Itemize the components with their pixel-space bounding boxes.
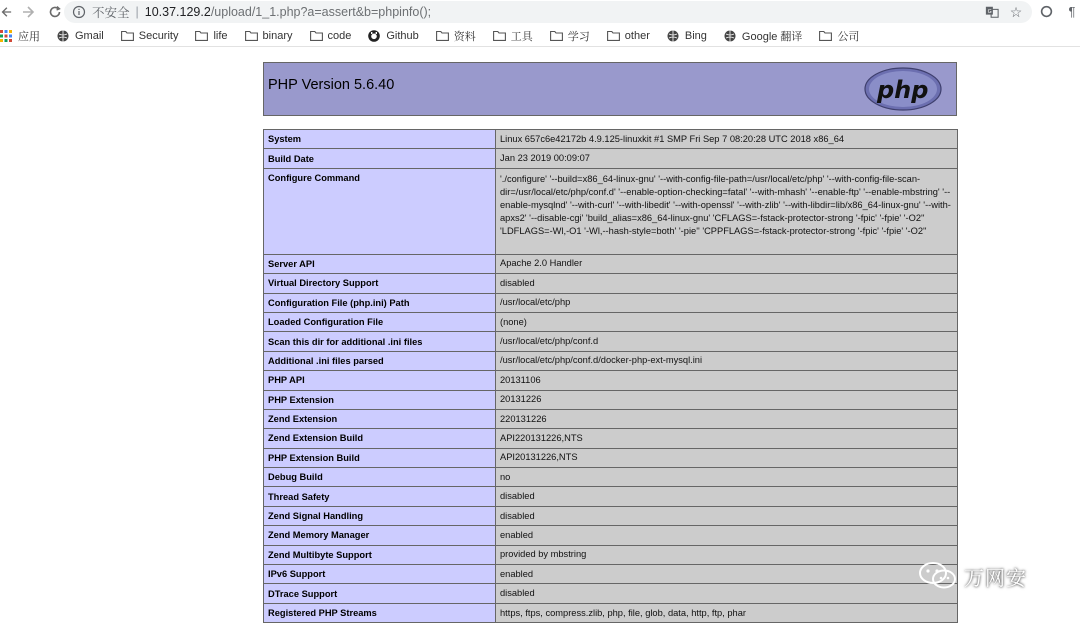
row-value: Apache 2.0 Handler [496, 254, 958, 273]
bookmark-label: Google 翻译 [741, 31, 803, 43]
star-icon[interactable]: ☆ [1009, 3, 1023, 20]
extension-circle-icon[interactable] [1038, 3, 1054, 19]
row-value: /usr/local/etc/php/conf.d [496, 332, 958, 351]
svg-text:G: G [987, 8, 992, 15]
row-key: Configuration File (php.ini) Path [264, 293, 496, 312]
table-row [264, 130, 958, 149]
forward-button[interactable] [18, 1, 40, 23]
info-icon[interactable] [72, 5, 86, 19]
bookmark-label: life [213, 30, 228, 42]
php-logo [864, 67, 942, 111]
page-title: PHP Version 5.6.40 [268, 77, 395, 93]
row-key: PHP Extension [264, 390, 496, 409]
row-key: Zend Multibyte Support [264, 545, 496, 564]
bookmark-label: Security [138, 30, 179, 42]
row-key: Build Date [264, 149, 496, 168]
folder-icon [607, 30, 620, 43]
row-key: Zend Extension [264, 409, 496, 428]
row-value: 20131226 [496, 390, 958, 409]
folder-icon [493, 30, 506, 43]
table-row [264, 274, 958, 293]
watermark-text: 万网安 [964, 567, 1027, 590]
apps-grid-icon [0, 30, 13, 43]
bookmark-item[interactable] [493, 28, 533, 44]
row-value: enabled [496, 526, 958, 545]
folder-icon [121, 30, 134, 43]
bookmark-label: code [327, 30, 352, 42]
reload-button[interactable] [44, 1, 66, 23]
bookmark-label: 公司 [837, 31, 860, 43]
bookmark-item[interactable] [195, 30, 227, 43]
table-row [264, 545, 958, 564]
table-row [264, 468, 958, 487]
table-row [264, 332, 958, 351]
url-host: 10.37.129.2 [144, 5, 211, 19]
folder-icon [195, 30, 208, 43]
insecure-label: 不安全 [92, 6, 130, 20]
row-key: Zend Memory Manager [264, 526, 496, 545]
globe-icon [724, 30, 737, 43]
bookmark-label: other [624, 30, 650, 42]
table-row [264, 149, 958, 168]
row-key: Server API [264, 254, 496, 273]
row-value: API20131226,NTS [496, 448, 958, 467]
table-row [264, 565, 958, 584]
row-value: /usr/local/etc/php/conf.d/docker-php-ext-mysql.ini [496, 351, 958, 370]
bookmark-item[interactable] [436, 28, 476, 44]
row-value: disabled [496, 584, 958, 603]
address-bar[interactable] [64, 1, 1032, 23]
back-button[interactable] [0, 1, 12, 23]
table-row [264, 429, 958, 448]
bookmark-item[interactable] [57, 30, 104, 43]
bookmark-item[interactable] [724, 28, 803, 44]
arrow-left-icon [0, 5, 12, 19]
reload-icon [48, 5, 62, 19]
row-key: Loaded Configuration File [264, 312, 496, 331]
github-icon [368, 30, 381, 43]
address-separator: | [135, 5, 139, 19]
table-row [264, 293, 958, 312]
table-row [264, 390, 958, 409]
omnibox-actions [984, 4, 1024, 20]
bookmark-label: 应用 [18, 31, 40, 43]
bookmark-item[interactable] [667, 30, 707, 43]
table-row [264, 312, 958, 331]
row-value: disabled [496, 487, 958, 506]
bookmark-label: 学习 [567, 31, 590, 43]
row-key: Virtual Directory Support [264, 274, 496, 293]
row-key: Additional .ini files parsed [264, 351, 496, 370]
bookmark-label: binary [262, 30, 293, 42]
row-key: Zend Signal Handling [264, 506, 496, 525]
row-value: provided by mbstring [496, 545, 958, 564]
row-value: (none) [496, 312, 958, 331]
row-key: Thread Safety [264, 487, 496, 506]
row-key: Scan this dir for additional .ini files [264, 332, 496, 351]
folder-icon [550, 30, 563, 43]
row-key: IPv6 Support [264, 565, 496, 584]
row-key: PHP Extension Build [264, 448, 496, 467]
bookmark-item[interactable] [245, 30, 293, 43]
bookmark-label: Bing [684, 30, 707, 42]
row-key: Debug Build [264, 468, 496, 487]
table-row [264, 168, 958, 254]
table-row [264, 603, 958, 622]
row-key: Zend Extension Build [264, 429, 496, 448]
translate-icon[interactable] [984, 4, 1000, 20]
table-row [264, 409, 958, 428]
row-value: './configure' '--build=x86_64-linux-gnu' '--with-config-file-path=/usr/local/etc/php' '--with-config-file-scan-dir=/usr/local/etc/php/conf.d' '--enable-option-checking=fatal' '--with-mhash' '--enable-ftp' '--enable-mbstring' '--enable-mysqlnd' '--with-curl' '--with-libedit' '--with-openssl' '--with-zlib' '--with-libdir=lib/x86_64-linux-gnu' '--with-apxs2' '--disable-cgi' 'build_alias=x86_64-linux-gnu' 'CFLAGS=-fstack-protector-strong '-fpic' '-fpie' '-O2'' 'LDFLAGS=-Wl,-O1 '-Wl,--hash-style=both' '-pie'' 'CPPFLAGS=-fstack-protector-strong '-fpic' '-fpie' '-O2'' [496, 168, 958, 254]
bookmark-item[interactable] [310, 30, 352, 43]
row-value: API220131226,NTS [496, 429, 958, 448]
wechat-icon [918, 560, 958, 592]
folder-icon [245, 30, 258, 43]
php-info-table [263, 129, 958, 623]
row-value: Linux 657c6e42172b 4.9.125-linuxkit #1 SMP Fri Sep 7 08:20:28 UTC 2018 x86_64 [496, 130, 958, 149]
arrow-right-icon [22, 5, 36, 19]
row-key: Configure Command [264, 168, 496, 254]
table-row [264, 351, 958, 370]
row-key: DTrace Support [264, 584, 496, 603]
row-key: System [264, 130, 496, 149]
folder-icon [310, 30, 323, 43]
bookmarks-bar [0, 26, 1080, 47]
row-value: /usr/local/etc/php [496, 293, 958, 312]
table-row [264, 254, 958, 273]
bookmark-label: 工具 [510, 31, 533, 43]
bookmark-item[interactable] [607, 30, 650, 43]
bookmark-item[interactable] [550, 28, 590, 44]
row-value: 20131106 [496, 371, 958, 390]
php-version-header [263, 62, 957, 116]
bookmark-item[interactable] [0, 28, 40, 44]
folder-icon [436, 30, 449, 43]
bookmark-label: 资料 [453, 31, 476, 43]
globe-icon [667, 30, 680, 43]
table-row [264, 371, 958, 390]
extension-icons [1038, 3, 1080, 19]
folder-icon [819, 30, 832, 43]
table-row [264, 526, 958, 545]
row-value: enabled [496, 565, 958, 584]
bookmark-item[interactable] [819, 28, 859, 44]
row-value: disabled [496, 506, 958, 525]
browser-toolbar [0, 0, 1080, 24]
row-value: disabled [496, 274, 958, 293]
row-key: Registered PHP Streams [264, 603, 496, 622]
bookmark-item[interactable] [368, 30, 418, 43]
row-value: 220131226 [496, 409, 958, 428]
bookmark-label: Github [386, 30, 419, 42]
bookmark-label: Gmail [75, 30, 104, 42]
svg-text:php: php [877, 76, 929, 104]
table-row [264, 506, 958, 525]
row-key: PHP API [264, 371, 496, 390]
extension-paragraph-icon[interactable]: ¶ [1068, 3, 1076, 19]
bookmark-item[interactable] [121, 30, 179, 43]
url-path: /upload/1_1.php?a=assert&b=phpinfo(); [210, 5, 432, 19]
wechat-watermark [918, 560, 1027, 592]
row-value: Jan 23 2019 00:09:07 [496, 149, 958, 168]
globe-icon [57, 30, 70, 43]
table-row [264, 487, 958, 506]
row-value: https, ftps, compress.zlib, php, file, glob, data, http, ftp, phar [496, 603, 958, 622]
row-value: no [496, 468, 958, 487]
table-row [264, 448, 958, 467]
table-row [264, 584, 958, 603]
